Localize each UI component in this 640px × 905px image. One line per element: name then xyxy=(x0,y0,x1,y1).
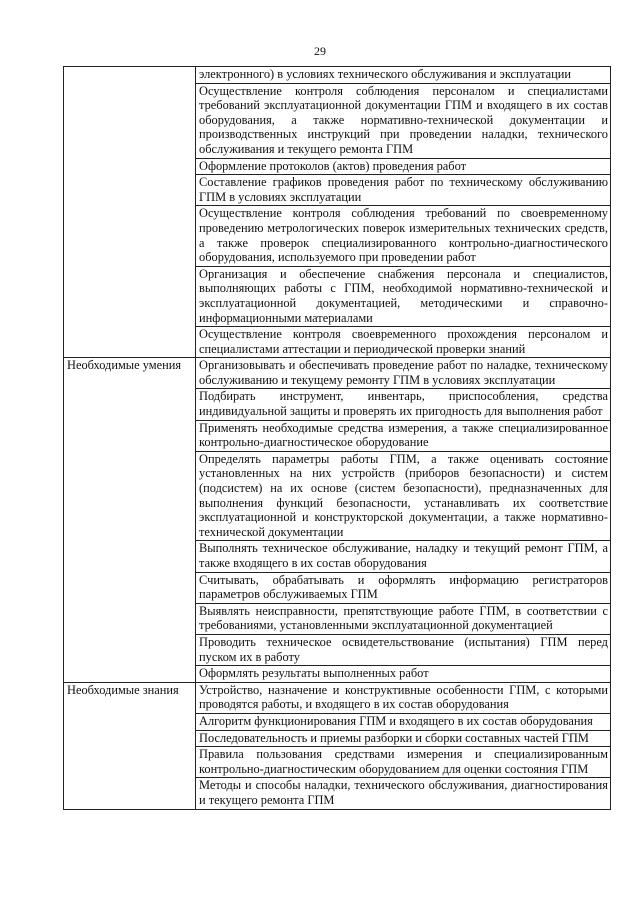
requirement-text: Осуществление контроля своевременного прохождения персоналом и специалистами аттестации и периодической проверки знаний xyxy=(196,327,611,358)
requirement-text: Подбирать инструмент, инвентарь, приспособления, средства индивидуальной защиты и проверять их пригодность для выполнения работ xyxy=(196,389,611,420)
section-label: Необходимые умения xyxy=(64,358,196,682)
requirement-text: Составление графиков проведения работ по техническому обслуживанию ГПМ в условиях эксплуатации xyxy=(196,175,611,206)
requirement-text: Осуществление контроля соблюдения персоналом и специалистами требований эксплуатационной документации ГПМ и входящего в их состав оборудования, а также нормативно-технической документации и производственных инструкций при проведении наладки, технического обслуживания и текущего ремонта ГПМ xyxy=(196,83,611,158)
section-label xyxy=(64,67,196,358)
requirement-text: Устройство, назначение и конструктивные особенности ГПМ, с которыми проводятся работы, и входящего в их состав оборудования xyxy=(196,682,611,713)
requirement-text: Методы и способы наладки, технического обслуживания, диагностирования и текущего ремонта ГПМ xyxy=(196,778,611,809)
requirement-text: Алгоритм функционирования ГПМ и входящего в их состав оборудования xyxy=(196,713,611,730)
requirement-text: Определять параметры работы ГПМ, а также оценивать состояние установленных на них устройств (приборов безопасности) и систем (подсистем) на их основе (систем безопасности), предназначенных для выполнения функций безопасности, устанавливать их соответствие эксплуатационной и конструкторской документации, а также нормативно-технической документации xyxy=(196,451,611,541)
table-row xyxy=(64,358,611,389)
requirements-table xyxy=(63,66,611,810)
page-number: 29 xyxy=(314,44,326,58)
section-label: Необходимые знания xyxy=(64,682,196,809)
requirement-text: Выявлять неисправности, препятствующие работе ГПМ, в соответствии с требованиями, установленными эксплуатационной документацией xyxy=(196,603,611,634)
requirement-text: Последовательность и приемы разборки и сборки составных частей ГПМ xyxy=(196,730,611,747)
requirement-text: Выполнять техническое обслуживание, наладку и текущий ремонт ГПМ, а также входящего в их состав оборудования xyxy=(196,541,611,572)
requirement-text: Организовывать и обеспечивать проведение работ по наладке, техническому обслуживанию и текущему ремонту ГПМ в условиях эксплуатации xyxy=(196,358,611,389)
requirement-text: Организация и обеспечение снабжения персонала и специалистов, выполняющих работы с ГПМ, необходимой нормативно-технической и эксплуатационной документацией, методическими и справочно-информационными материалами xyxy=(196,266,611,326)
requirements-table-body xyxy=(64,67,611,810)
requirement-text: Осуществление контроля соблюдения требований по своевременному проведению метрологических поверок измерительных технических средств, а также проверок специализированного контрольно-диагностического оборудования, используемого при проведении работ xyxy=(196,206,611,266)
requirement-text: Правила пользования средствами измерения и специализированным контрольно-диагностическим оборудованием для оценки состояния ГПМ xyxy=(196,747,611,778)
requirement-text: Применять необходимые средства измерения, а также специализированное контрольно-диагностическое оборудование xyxy=(196,420,611,451)
requirement-text: электронного) в условиях технического обслуживания и эксплуатации xyxy=(196,67,611,84)
requirement-text: Оформление протоколов (актов) проведения работ xyxy=(196,158,611,175)
table-row xyxy=(64,67,611,84)
table-row xyxy=(64,682,611,713)
requirement-text: Оформлять результаты выполненных работ xyxy=(196,666,611,683)
requirement-text: Проводить техническое освидетельствование (испытания) ГПМ перед пуском их в работу xyxy=(196,634,611,665)
requirement-text: Считывать, обрабатывать и оформлять информацию регистраторов параметров обслуживаемых ГПМ xyxy=(196,572,611,603)
